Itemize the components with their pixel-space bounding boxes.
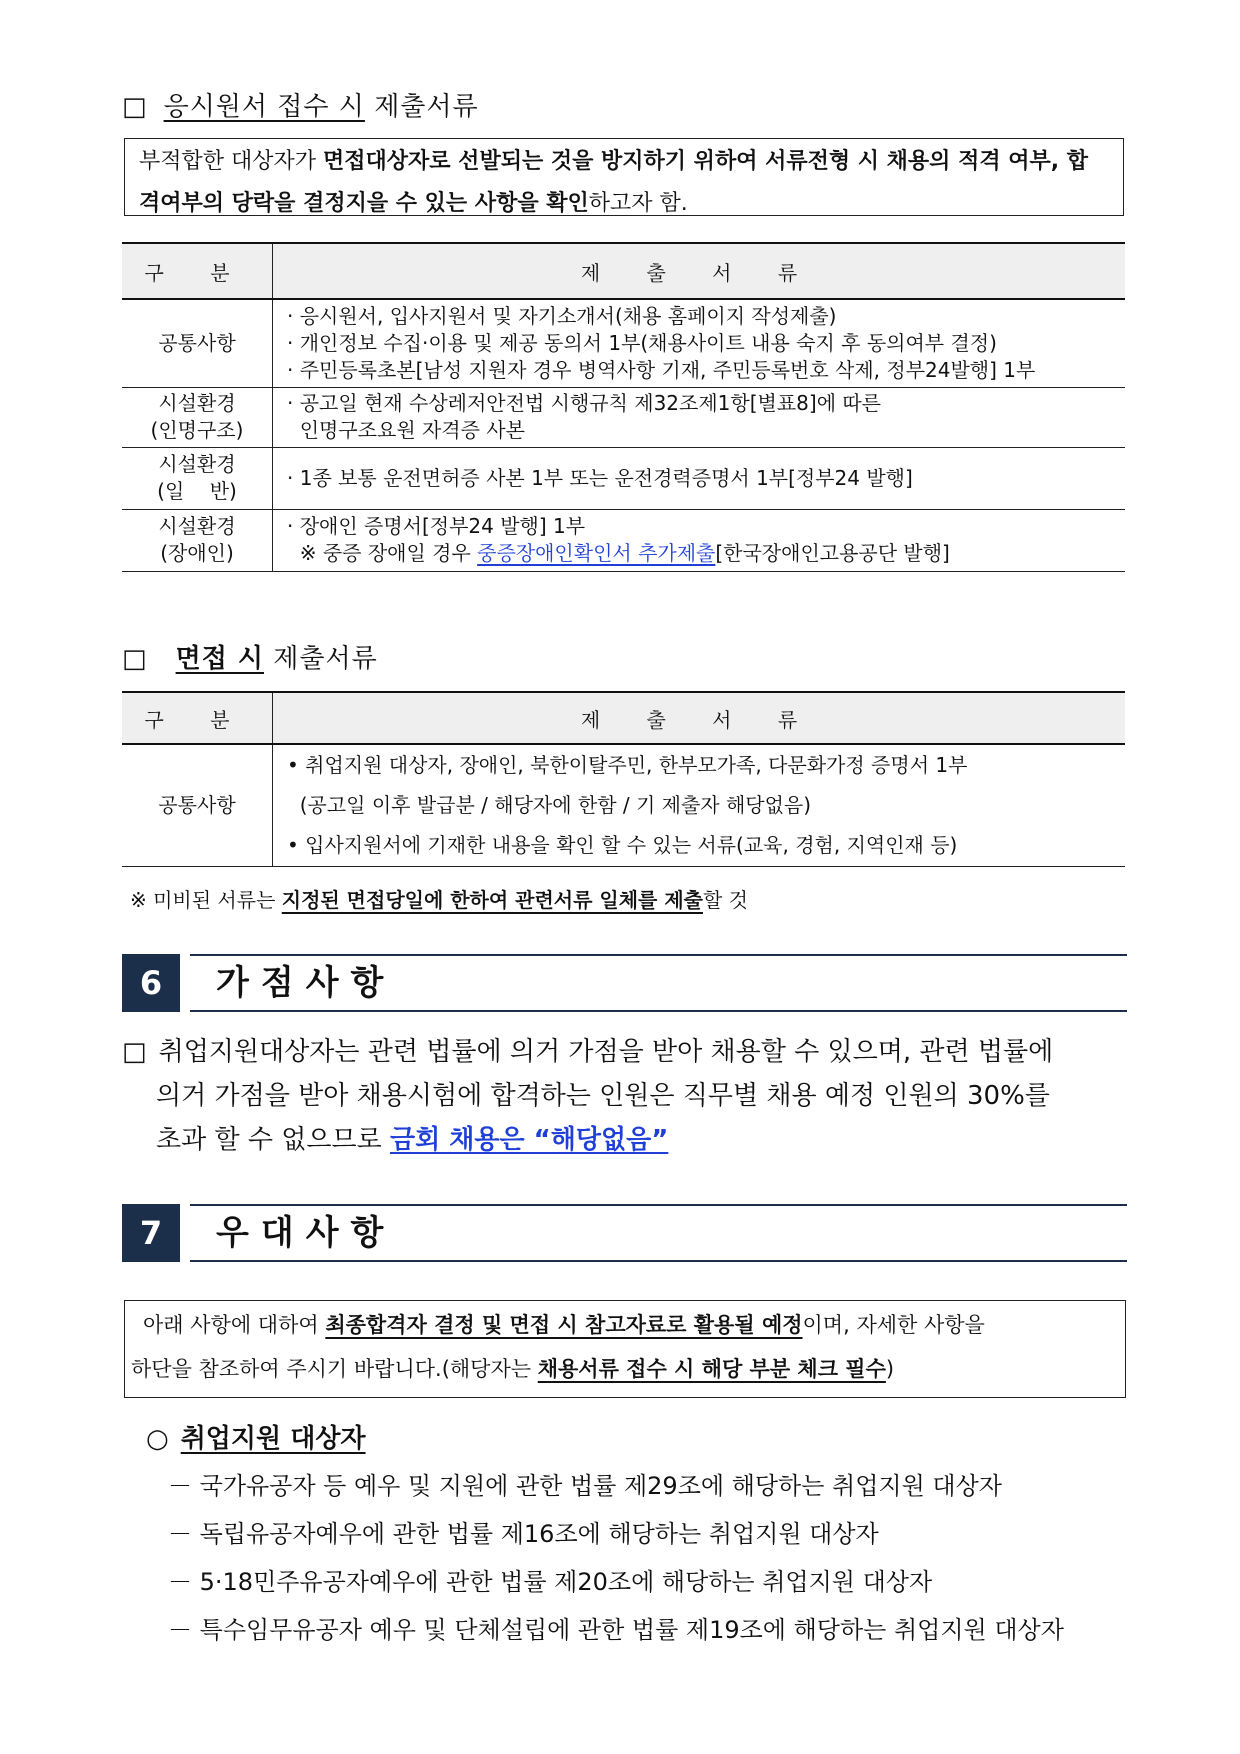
- section-6-body: [122, 1030, 1053, 1162]
- notice-plain: 부적합한 대상자가: [139, 149, 324, 174]
- row-category: 시설환경 (장애인): [122, 509, 273, 571]
- list-item: － 5·18민주유공자예우에 관한 법률 제20조에 해당하는 취업지원 대상자: [168, 1568, 933, 1596]
- footnote-suffix: 할 것: [702, 888, 748, 912]
- doc-line: (공고일 이후 발급분 / 해당자에 한함 / 기 제출자 해당없음): [287, 793, 812, 818]
- notice-text: 이며, 자세한 사항을: [802, 1313, 985, 1337]
- row-docs: [273, 447, 1126, 509]
- section-7-notice-box: [124, 1300, 1126, 1398]
- doc-line: · 응시원서, 입사지원서 및 자기소개서(채용 홈페이지 작성제출): [287, 303, 837, 328]
- doc-line: · 장애인 증명서[정부24 발행] 1부: [287, 514, 586, 538]
- doc-line: • 취업지원 대상자, 장애인, 북한이탈주민, 한부모가족, 다문화가정 증명서 1부: [287, 753, 968, 778]
- interview-footnote: [130, 884, 748, 913]
- section-title: 가점사항: [190, 954, 1127, 1012]
- doc-line: 인명구조요원 자격증 사본: [287, 418, 525, 442]
- doc-line: · 공고일 현재 수상레저안전법 시행규칙 제32조제1항[별표8]에 따른: [287, 391, 882, 415]
- note-suffix: [한국장애인고용공단 발행]: [715, 541, 950, 565]
- row-category: 공통사항: [122, 744, 273, 866]
- heading-underlined: 면접 시: [175, 644, 264, 674]
- row-category: 공통사항: [122, 299, 273, 387]
- list-item: － 국가유공자 등 예우 및 지원에 관한 법률 제29조에 해당하는 취업지원 대상자: [168, 1472, 1002, 1500]
- table-header-row: [122, 243, 1125, 299]
- row-docs: [273, 387, 1126, 447]
- body-text: 취업지원대상자는 관련 법률에 의거 가점을 받아 채용할 수 있으며, 관련 법률에: [158, 1037, 1054, 1067]
- section-title: 우대사항: [190, 1204, 1127, 1262]
- heading-rest: 제출서류: [273, 644, 378, 674]
- notice-plain-end: 하고자 함.: [588, 191, 688, 216]
- notice-line: [131, 1347, 1119, 1391]
- apply-notice-box: [124, 138, 1124, 216]
- body-line: [122, 1030, 1053, 1074]
- row-category: 시설환경 (일 반): [122, 447, 273, 509]
- header-category: 구 분: [122, 243, 273, 299]
- footnote-bold: 지정된 면접당일에 한하여 관련서류 일체를 제출: [281, 888, 703, 912]
- checkbox-bullet: □: [122, 644, 148, 674]
- table-row: [122, 509, 1125, 571]
- doc-line: · 1종 보통 운전면허증 사본 1부 또는 운전경력증명서 1부[정부24 발행]: [287, 465, 913, 490]
- doc-line: • 입사지원서에 기재한 내용을 확인 할 수 있는 서류(교육, 경험, 지역인재 등): [287, 833, 958, 858]
- notice-text: 아래 사항에 대하여: [143, 1313, 326, 1337]
- not-applicable-link: 금회 채용은 “해당없음”: [390, 1125, 669, 1155]
- note-prefix: ※ 중증 장애일 경우: [287, 541, 478, 565]
- section-number: 6: [122, 954, 180, 1012]
- body-line: [122, 1118, 1053, 1162]
- row-category: 시설환경 (인명구조): [122, 387, 273, 447]
- table-header-row: [122, 692, 1125, 744]
- list-item: － 특수임무유공자 예우 및 단체설립에 관한 법률 제19조에 해당하는 취업지원 대상자: [168, 1616, 1064, 1644]
- table-row: [122, 744, 1125, 866]
- notice-line: [131, 1303, 1119, 1347]
- doc-line: · 개인정보 수집·이용 및 제공 동의서 1부(채용사이트 내용 숙지 후 동의여부 결정): [287, 330, 997, 355]
- circle-bullet: ○: [146, 1424, 169, 1454]
- checkbox-bullet: □: [122, 1037, 147, 1067]
- sub-heading: [146, 1418, 366, 1455]
- body-line: 의거 가점을 받아 채용시험에 합격하는 인원은 직무별 채용 예정 인원의 30%를: [156, 1081, 1050, 1111]
- notice-bold: 면접대상자로 선발되는 것을 방지하기 위하여 서류전형 시 채용의 적격 여부, 합격여부의 당락을 결정지을 수 있는 사항을 확인: [139, 149, 1089, 216]
- apply-docs-table: [122, 242, 1125, 572]
- body-text: 초과 할 수 없으므로: [156, 1125, 390, 1155]
- header-category: 구 분: [122, 692, 273, 744]
- section-7-header: [122, 1204, 1127, 1262]
- heading-rest: 제출서류: [374, 92, 479, 122]
- header-docs: 제 출 서 류: [273, 692, 1126, 744]
- notice-underlined: 채용서류 접수 시 해당 부분 체크 필수: [537, 1357, 886, 1381]
- heading-underlined: 응시원서 접수 시: [163, 92, 365, 122]
- note-link: 중증장애인확인서 추가제출: [477, 541, 716, 565]
- table-row: [122, 299, 1125, 387]
- section-number: 7: [122, 1204, 180, 1262]
- section-6-header: [122, 954, 1127, 1012]
- list-item: － 독립유공자예우에 관한 법률 제16조에 해당하는 취업지원 대상자: [168, 1520, 879, 1548]
- row-docs: [273, 299, 1126, 387]
- sub-heading-title: 취업지원 대상자: [180, 1424, 366, 1454]
- interview-docs-heading: [122, 638, 378, 675]
- footnote-prefix: ※ 미비된 서류는: [130, 888, 282, 912]
- doc-line: · 주민등록초본[남성 지원자 경우 병역사항 기재, 주민등록번호 삭제, 정부24발행] 1부: [287, 357, 1036, 382]
- interview-docs-table: [122, 691, 1125, 867]
- notice-text: 하단을 참조하여 주시기 바랍니다.(해당자는: [131, 1357, 538, 1381]
- table-row: [122, 447, 1125, 509]
- header-docs: 제 출 서 류: [273, 243, 1126, 299]
- checkbox-bullet: □: [122, 92, 148, 122]
- row-docs: [273, 509, 1126, 571]
- apply-docs-heading: [122, 86, 479, 123]
- row-docs: [273, 744, 1126, 866]
- notice-underlined: 최종합격자 결정 및 면접 시 참고자료로 활용될 예정: [325, 1313, 803, 1337]
- doc-note-line: [287, 540, 1125, 567]
- table-row: [122, 387, 1125, 447]
- notice-text: ): [885, 1357, 895, 1381]
